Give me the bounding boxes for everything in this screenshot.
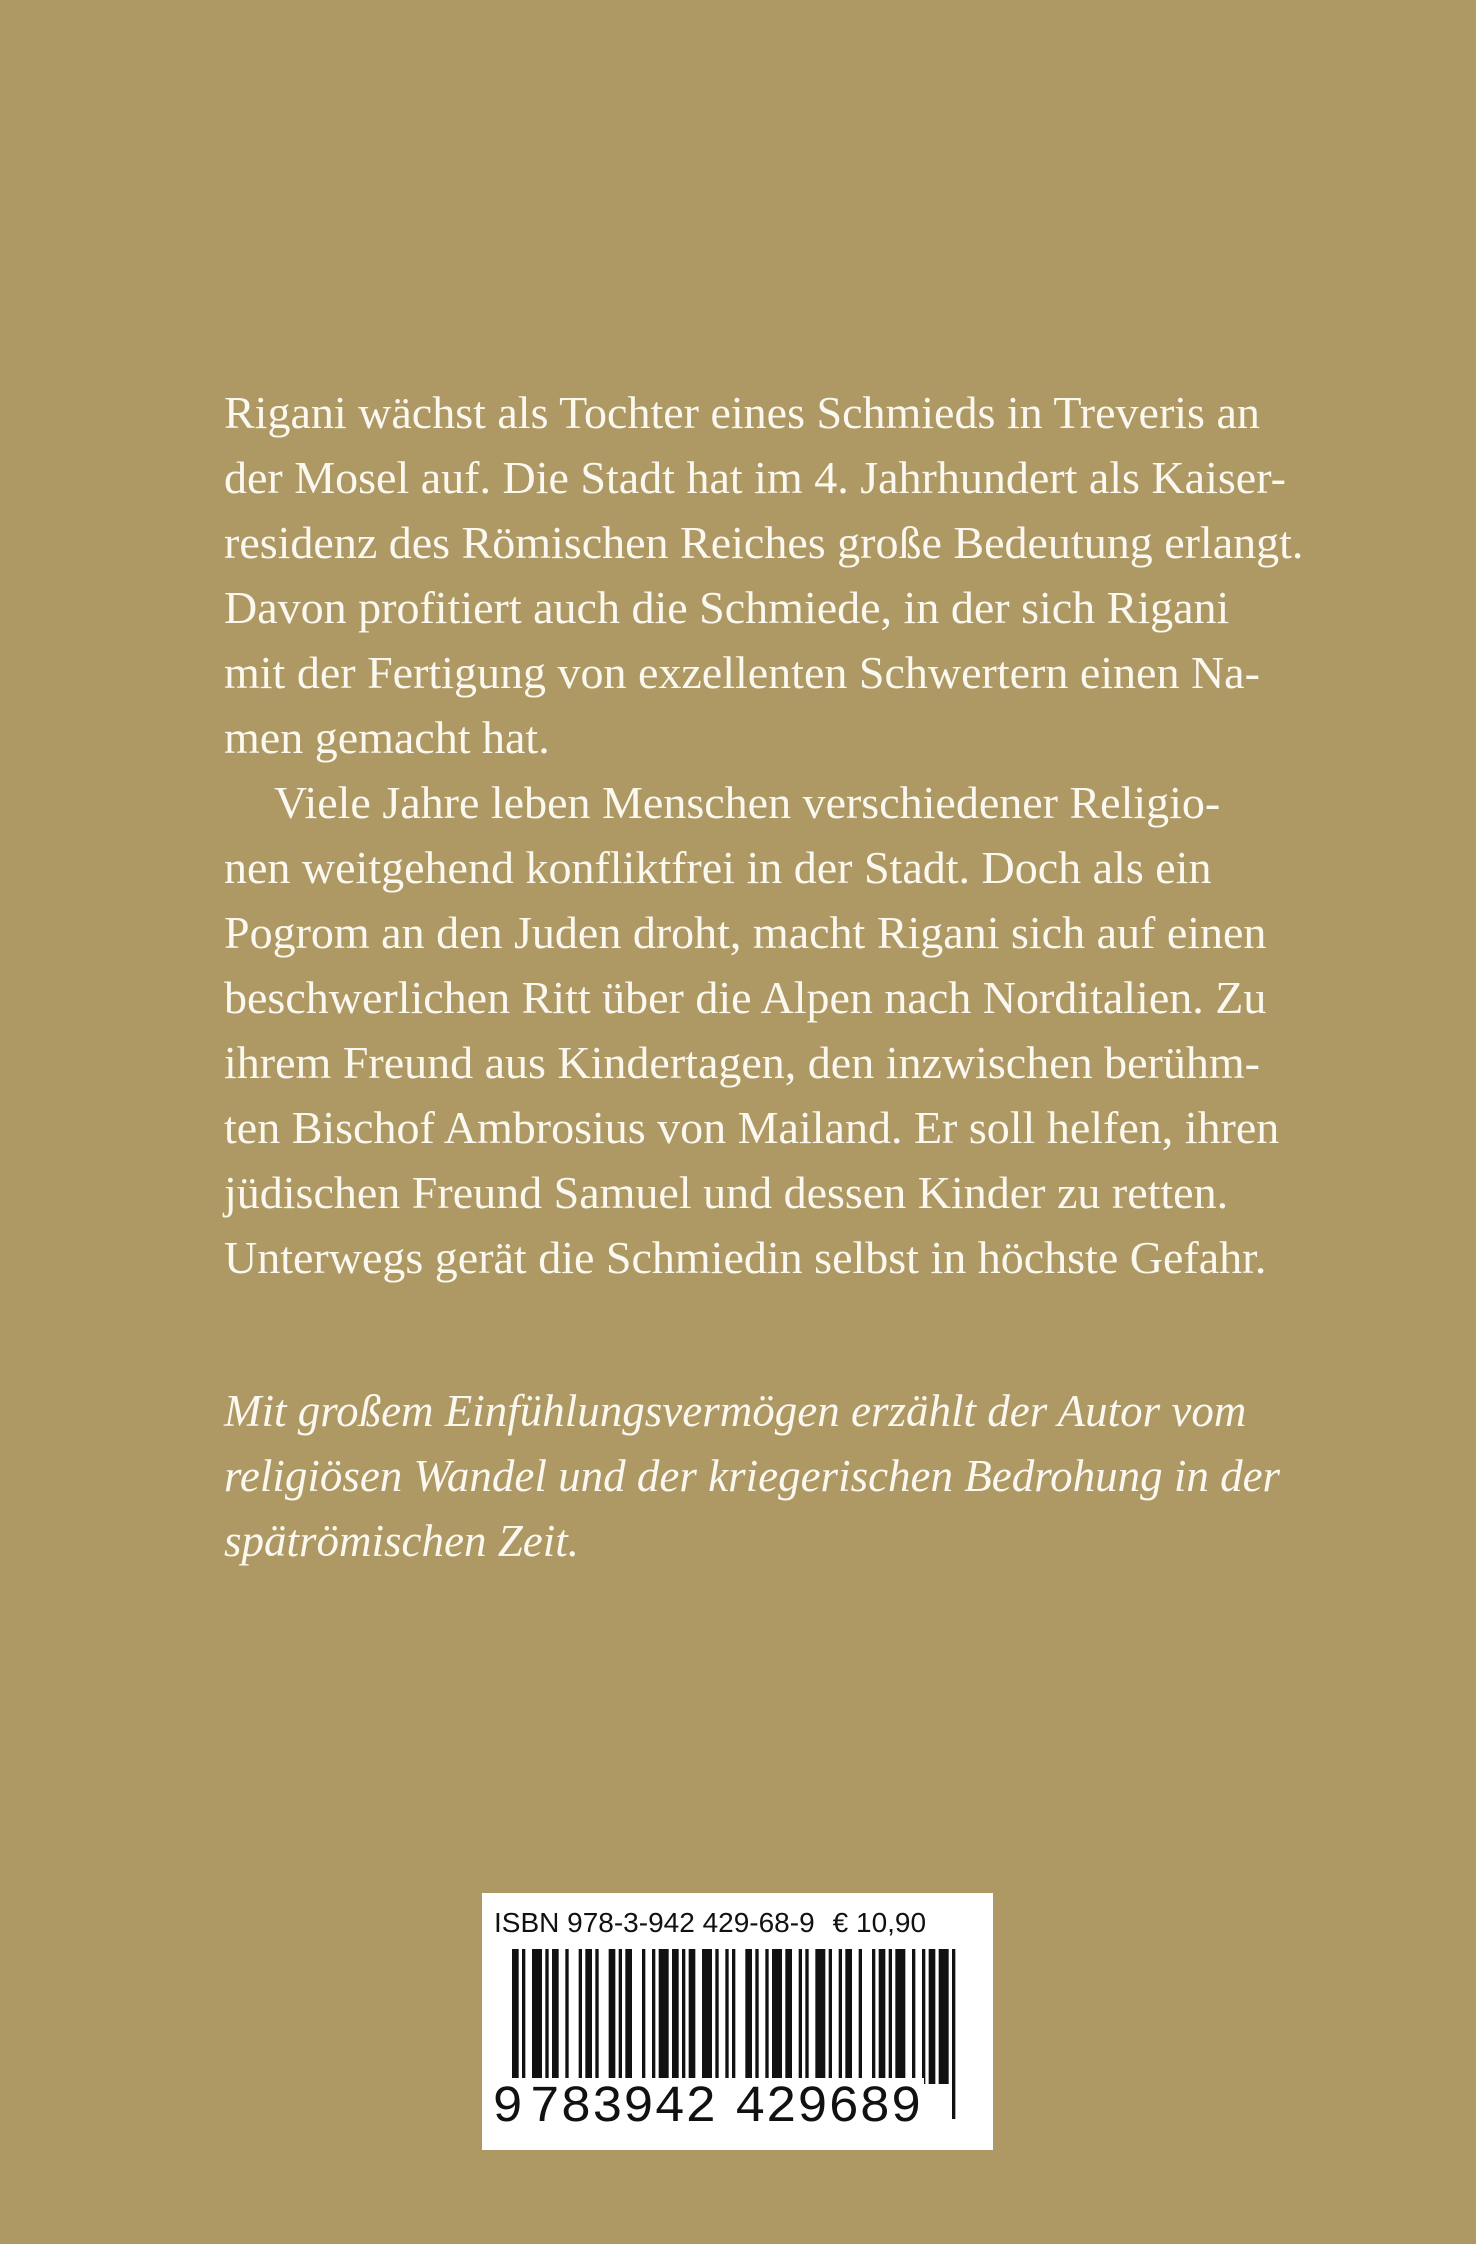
tagline-text (224, 1379, 1284, 1574)
barcode-bar (772, 1949, 782, 2084)
blurb-line: Pogrom an den Juden droht, macht Rigani sich auf einen (224, 907, 1267, 958)
barcode-bar (815, 1949, 825, 2084)
barcode-bar (805, 1949, 808, 2084)
barcode-bar (939, 1949, 949, 2084)
barcode-bar (829, 1949, 832, 2084)
barcode-bar (672, 1949, 679, 2084)
barcode-bar (895, 1949, 905, 2084)
blurb-line: Rigani wächst als Tochter eines Schmieds in Treveris an (224, 387, 1260, 438)
isbn-label (494, 1905, 926, 1941)
price-label: € 10,90 (832, 1907, 927, 1938)
barcode-bar (952, 1949, 955, 2119)
barcode-bar (799, 1949, 802, 2084)
barcode-bar (579, 1949, 582, 2084)
barcode-bar (532, 1949, 542, 2084)
barcode-bar (755, 1949, 758, 2084)
barcode-bar (929, 1949, 936, 2084)
blurb-line: Davon profitiert auch die Schmiede, in der sich Rigani (224, 582, 1230, 633)
barcode-bar (715, 1949, 718, 2084)
blurb-line: Viele Jahre leben Menschen verschiedener Religio- (274, 777, 1221, 828)
barcode-bar (702, 1949, 712, 2084)
blurb-line: jüdischen Freund Samuel und dessen Kinder zu retten. (224, 1167, 1229, 1218)
blurb-line: beschwerlichen Ritt über die Alpen nach Norditalien. Zu (224, 972, 1267, 1023)
barcode-digits-left: 783942 (529, 2078, 717, 2137)
barcode-bar (545, 1949, 548, 2084)
barcode-bar (682, 1949, 685, 2084)
barcode-box (482, 1893, 993, 2150)
barcode-bar (765, 1949, 768, 2084)
isbn-number: ISBN 978-3-942 429-68-9 (494, 1907, 815, 1938)
blurb-line: der Mosel auf. Die Stadt hat im 4. Jahrhundert als Kaiser- (224, 452, 1286, 503)
blurb-line: ten Bischof Ambrosius von Mailand. Er soll helfen, ihren (224, 1102, 1280, 1153)
blurb-line: residenz des Römischen Reiches große Bedeutung erlangt. (224, 517, 1304, 568)
barcode-digit-first: 9 (492, 2078, 524, 2137)
blurb-line: mit der Fertigung von exzellenten Schwertern einen Na- (224, 647, 1260, 698)
barcode-bar (725, 1949, 728, 2084)
barcode-bar (565, 1949, 568, 2084)
barcode-bar (839, 1949, 842, 2084)
barcode-bar (785, 1949, 792, 2084)
barcode-bar (595, 1949, 598, 2084)
tagline-line: Mit großem Einfühlungsvermögen erzählt der Autor vom (224, 1386, 1247, 1436)
barcode-bar (659, 1949, 669, 2084)
blurb-line: ihrem Freund aus Kindertagen, den inzwischen berühm- (224, 1037, 1260, 1088)
barcode-bar (652, 1949, 655, 2084)
barcode-bar (922, 1949, 925, 2084)
barcode-bar (552, 1949, 559, 2084)
barcode-digits (490, 2078, 924, 2138)
blurb-text (224, 380, 1304, 1290)
barcode-bar (859, 1949, 862, 2084)
tagline-line: religiösen Wandel und der kriegerischen Bedrohung in der (224, 1451, 1281, 1501)
barcode-bar (845, 1949, 852, 2084)
barcode-bar (689, 1949, 696, 2084)
tagline-line: spätrömischen Zeit. (224, 1516, 579, 1566)
barcode-bar (912, 1949, 915, 2084)
barcode-digits-right: 429689 (734, 2078, 922, 2137)
blurb-line: Unterwegs gerät die Schmiedin selbst in höchste Gefahr. (224, 1232, 1267, 1283)
barcode-bar (619, 1949, 622, 2084)
barcode-bar (872, 1949, 875, 2084)
barcode-bar (889, 1949, 892, 2084)
barcode-bar (609, 1949, 616, 2084)
barcode-bar (625, 1949, 632, 2084)
barcode-bar (642, 1949, 645, 2084)
barcode-bar (879, 1949, 886, 2084)
blurb-line: nen weitgehend konfliktfrei in der Stadt. Doch als ein (224, 842, 1212, 893)
blurb-line: men gemacht hat. (224, 712, 550, 763)
barcode-bar (585, 1949, 592, 2084)
